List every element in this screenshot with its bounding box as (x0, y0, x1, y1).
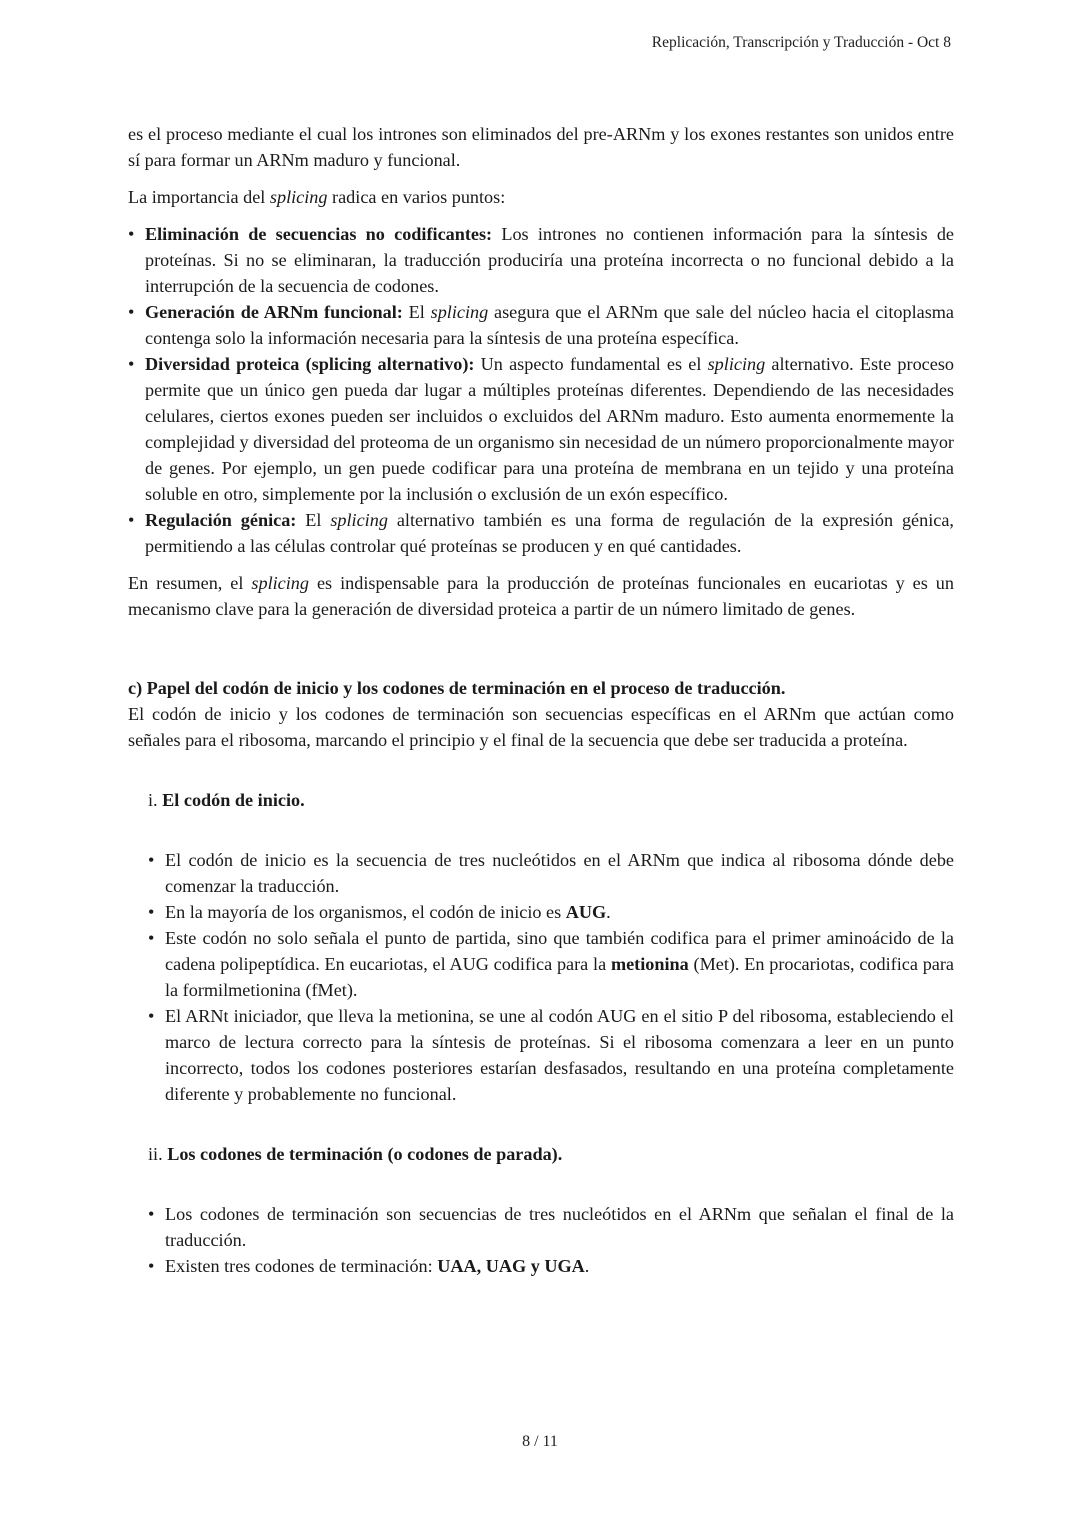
page-body (128, 121, 954, 1290)
list-item: • Diversidad proteica (splicing alternativo): Un aspecto fundamental es el splicing alternativo. Este proceso permite que un único gen pueda dar lugar a múltiples proteínas diferentes. Dependiendo de las necesidades celulares, ciertos exones pueden ser incluidos o excluidos del ARNm maduro. Esto aumenta enormemente la complejidad y diversidad del proteoma de un organismo sin necesidad de un número proporcionalmente mayor de genes. Por ejemplo, un gen puede codificar para una proteína de membrana en un tejido y una proteína soluble en otro, simplemente por la inclusión o exclusión de un exón específico. (128, 351, 954, 507)
section-c-title: c) Papel del codón de inicio y los codones de terminación en el proceso de traducción. (128, 678, 786, 698)
page-number: 8 / 11 (522, 1433, 558, 1450)
list-item: • El codón de inicio es la secuencia de tres nucleótidos en el ARNm que indica al ribosoma dónde debe comenzar la traducción. (148, 847, 954, 899)
running-header: Replicación, Transcripción y Traducción - Oct 8 (651, 34, 951, 51)
stop-codon-list (148, 1201, 954, 1279)
list-item: • Generación de ARNm funcional: El splicing asegura que el ARNm que sale del núcleo hacia el citoplasma contenga solo la información necesaria para la síntesis de una proteína específica. (128, 299, 954, 351)
list-item: • Este codón no solo señala el punto de partida, sino que también codifica para el primer aminoácido de la cadena polipeptídica. En eucariotas, el AUG codifica para la metionina (Met). En procariotas, codifica para la formilmetionina (fMet). (148, 925, 954, 1003)
list-item: • Regulación génica: El splicing alternativo también es una forma de regulación de la expresión génica, permitiendo a las células controlar qué proteínas se producen y en qué cantidades. (128, 507, 954, 559)
start-codon-list (148, 847, 954, 1107)
importance-lead: La importancia del splicing radica en varios puntos: (128, 187, 506, 207)
list-item: • Existen tres codones de terminación: UAA, UAG y UGA. (148, 1253, 954, 1279)
intro-paragraph: es el proceso mediante el cual los intrones son eliminados del pre-ARNm y los exones restantes son unidos entre sí para formar un ARNm maduro y funcional. (128, 124, 954, 170)
list-item: • Los codones de terminación son secuencias de tres nucleótidos en el ARNm que señalan el final de la traducción. (148, 1201, 954, 1253)
importance-list (128, 221, 954, 559)
list-item: • Eliminación de secuencias no codificantes: Los intrones no contienen información para la síntesis de proteínas. Si no se eliminaran, la traducción produciría una proteína incorrecta o no funcional debido a la interrupción de la secuencia de codones. (128, 221, 954, 299)
summary-paragraph: En resumen, el splicing es indispensable para la producción de proteínas funcionales en eucariotas y es un mecanismo clave para la generación de diversidad proteica a partir de un número limitado de genes. (128, 573, 954, 619)
list-item: • El ARNt iniciador, que lleva la metionina, se une al codón AUG en el sitio P del ribosoma, estableciendo el marco de lectura correcto para la síntesis de proteínas. Si el ribosoma comenzara a leer en un punto incorrecto, todos los codones posteriores estarían desfasados, resultando en una proteína completamente diferente y probablemente no funcional. (148, 1003, 954, 1107)
subheading-ii: ii. Los codones de terminación (o codones de parada). (148, 1144, 563, 1164)
list-item: • En la mayoría de los organismos, el codón de inicio es AUG. (148, 899, 954, 925)
subheading-i: i. El codón de inicio. (148, 790, 305, 810)
section-c-intro: El codón de inicio y los codones de terminación son secuencias específicas en el ARNm que actúan como señales para el ribosoma, marcando el principio y el final de la secuencia que debe ser traducida a proteína. (128, 704, 954, 750)
